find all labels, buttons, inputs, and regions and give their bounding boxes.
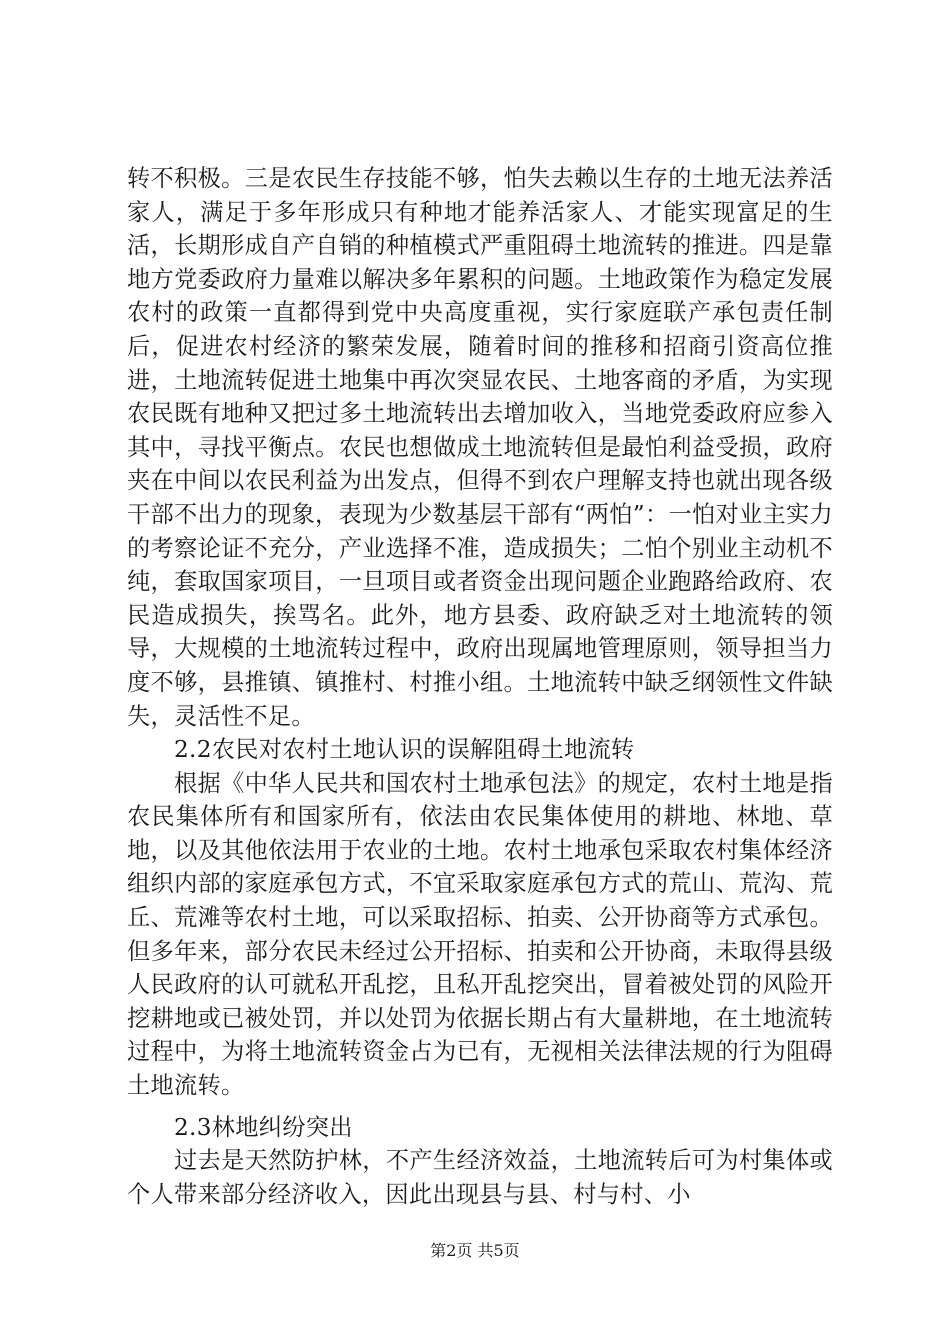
section-heading-2-3: 2.3林地纠纷突出 xyxy=(174,1113,353,1141)
paragraph-continuation: 转不积极。三是农民生存技能不够，怕失去赖以生存的土地无法养活家人，满足于多年形成只有种地才能养活家人、才能实现富足的生活，长期形成自产自销的种植模式严重阻碍土地流转的推进。四是靠地方党委政府力量难以解决多年累积的问题。土地政策作为稳定发展农村的政策一直都得到党中央高度重视，实行家庭联产承包责任制后，促进农村经济的繁荣发展，随着时间的推移和招商引资高位推进，土地流转促进土地集中再次突显农民、土地客商的矛盾，为实现农民既有地种又把过多土地流转出去增加收入，当地党委政府应参入其中，寻找平衡点。农民也想做成土地流转但是最怕利益受损，政府夹在中间以农民利益为出发点，但得不到农户理解支持也就出现各级干部不出力的现象，表现为少数基层干部有“两怕”：一怕对业主实力的考察论证不充分，产业选择不准，造成损失；二怕个别业主动机不纯，套取国家项目，一旦项目或者资金出现问题企业跑路给政府、农民造成损失，挨骂名。此外，地方县委、政府缺乏对土地流转的领导，大规模的土地流转过程中，政府出现属地管理原则，领导担当力度不够，县推镇、镇推村、村推小组。土地流转中缺乏纲领性文件缺失，灵活性不足。 xyxy=(127,165,833,730)
body-text xyxy=(127,162,833,1211)
paragraph-land-law: 根据《中华人民共和国农村土地承包法》的规定，农村土地是指农民集体所有和国家所有，依法由农民集体使用的耕地、林地、草地，以及其他依法用于农业的土地。农村土地承包采取农村集体经济组织内部的家庭承包方式，不宜采取家庭承包方式的荒山、荒沟、荒丘、荒滩等农村土地，可以采取招标、拍卖、公开协商等方式承包。但多年来，部分农民未经过公开招标、拍卖和公开协商，未取得县级人民政府的认可就私开乱挖，且私开乱挖突出，冒着被处罚的风险开挖耕地或已被处罚，并以处罚为依据长期占有大量耕地，在土地流转过程中，为将土地流转资金占为已有，无视相关法律法规的行为阻碍土地流转。 xyxy=(127,769,833,1100)
page-footer: 第2页 共5页 xyxy=(430,1241,520,1260)
section-heading-2-2: 2.2农民对农村土地认识的误解阻碍土地流转 xyxy=(174,736,635,764)
paragraph-forest-dispute: 过去是天然防护林，不产生经济效益，土地流转后可为村集体或个人带来部分经济收入，因此出现县与县、村与村、小 xyxy=(127,1147,833,1208)
